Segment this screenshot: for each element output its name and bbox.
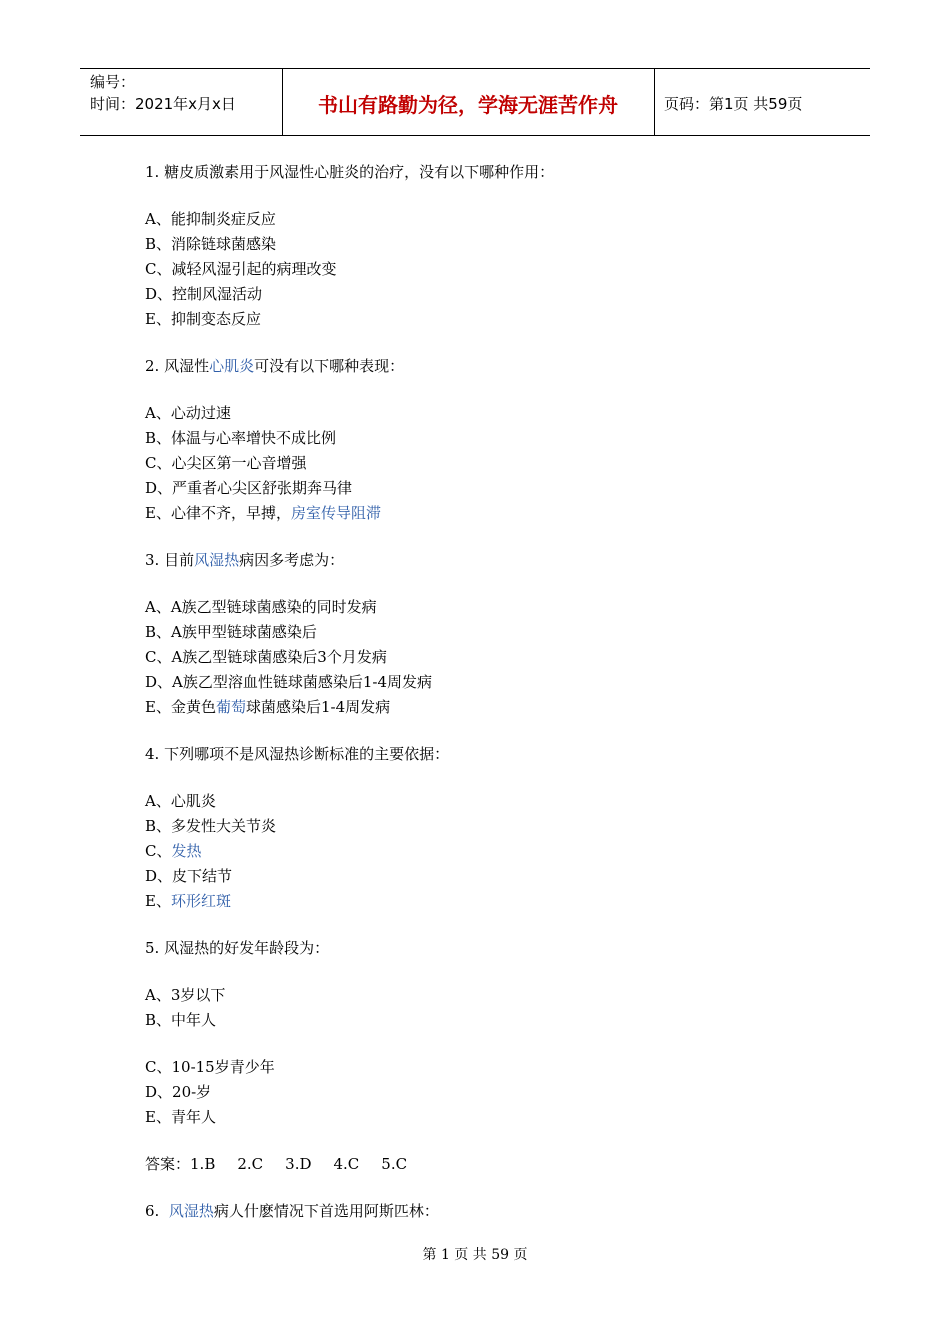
time-label: 时间：2021年x月x日 <box>90 95 236 113</box>
question-3-option-e <box>145 695 845 720</box>
term-link-erythema-marginatum[interactable]: 环形红斑 <box>170 892 231 910</box>
question-2-option-e <box>145 501 845 526</box>
question-3-option-d: D、A族乙型溶血性链球菌感染后1-4周发病 <box>145 673 433 691</box>
question-2-option-c: C、心尖区第一心音增强 <box>145 454 307 472</box>
term-link-staphylococcus[interactable]: 葡萄 <box>215 698 246 716</box>
question-5-option-d: D、20-岁 <box>145 1083 212 1101</box>
question-2-option-a: A、心动过速 <box>145 404 231 422</box>
question-5-option-a: A、3岁以下 <box>145 986 226 1004</box>
answer-item: 5.C <box>381 1155 408 1173</box>
option-text: E、心律不齐，早搏， <box>145 504 291 522</box>
question-1-option-c: C、减轻风湿引起的病理改变 <box>145 260 337 278</box>
term-link-rheumatic-fever[interactable]: 风湿热 <box>194 551 240 569</box>
question-5-option-c: C、10-15岁青少年 <box>145 1058 275 1076</box>
answer-item: 2.C <box>237 1155 264 1173</box>
question-4-option-d: D、皮下结节 <box>145 867 233 885</box>
question-5-stem: 5. 风湿热的好发年龄段为： <box>145 939 330 957</box>
option-text: C、 <box>145 842 172 860</box>
option-text: E、金黄色 <box>145 698 216 716</box>
question-1-option-d: D、控制风湿活动 <box>145 285 263 303</box>
question-3-stem <box>145 548 845 573</box>
term-link-myocarditis[interactable]: 心肌炎 <box>209 357 255 375</box>
question-2-stem-text: 2. 风湿性 <box>145 357 210 375</box>
serial-label: 编号： <box>90 73 136 91</box>
question-1-stem: 1. 糖皮质激素用于风湿性心脏炎的治疗，没有以下哪种作用： <box>145 163 555 181</box>
question-list <box>145 160 845 1224</box>
question-3-stem-text: 病因多考虑为： <box>239 551 345 569</box>
question-3-option-a: A、A族乙型链球菌感染的同时发病 <box>145 598 377 616</box>
question-1-option-e: E、抑制变态反应 <box>145 310 261 328</box>
page-footer: 第 1 页 共 59 页 <box>422 1247 528 1263</box>
question-6-stem-text: 6. <box>145 1202 169 1220</box>
answer-item: 3.D <box>285 1155 312 1173</box>
option-text: E、 <box>145 892 171 910</box>
answer-key-label: 答案： <box>145 1155 191 1173</box>
question-4-option-b: B、多发性大关节炎 <box>145 817 277 835</box>
question-4-option-e <box>145 889 845 914</box>
question-4-option-c <box>145 839 845 864</box>
question-2-option-d: D、严重者心尖区舒张期奔马律 <box>145 479 353 497</box>
header-meta <box>90 73 236 113</box>
question-5-option-b: B、中年人 <box>145 1011 217 1029</box>
question-5-option-e: E、青年人 <box>145 1108 216 1126</box>
answer-item: 4.C <box>333 1155 360 1173</box>
question-2-stem <box>145 354 845 379</box>
header-page-label: 页码：第1页 共59页 <box>664 94 803 113</box>
page-header <box>80 68 870 136</box>
question-2-option-b: B、体温与心率增快不成比例 <box>145 429 337 447</box>
question-1-option-a: A、能抑制炎症反应 <box>145 210 276 228</box>
question-3-option-b: B、A族甲型链球菌感染后 <box>145 623 317 641</box>
question-3-option-c: C、A族乙型链球菌感染后3个月发病 <box>145 648 387 666</box>
question-4-stem: 4. 下列哪项不是风湿热诊断标准的主要依据： <box>145 745 450 763</box>
question-1-option-b: B、消除链球菌感染 <box>145 235 277 253</box>
question-2-stem-text: 可没有以下哪种表现： <box>254 357 405 375</box>
question-6-stem-text: 病人什麽情况下首选用阿斯匹林： <box>213 1202 439 1220</box>
answer-key <box>145 1152 845 1177</box>
term-link-rheumatic-fever[interactable]: 风湿热 <box>168 1202 214 1220</box>
header-divider <box>654 69 655 135</box>
question-4-option-a: A、心肌炎 <box>145 792 216 810</box>
term-link-av-block[interactable]: 房室传导阻滞 <box>290 504 381 522</box>
question-6-stem <box>145 1199 845 1224</box>
question-3-stem-text: 3. 目前 <box>145 551 195 569</box>
answer-item: 1.B <box>190 1155 216 1173</box>
header-motto: 书山有路勤为径，学海无涯苦作舟 <box>318 92 618 117</box>
option-text: 球菌感染后1-4周发病 <box>245 698 391 716</box>
term-link-fever[interactable]: 发热 <box>171 842 202 860</box>
